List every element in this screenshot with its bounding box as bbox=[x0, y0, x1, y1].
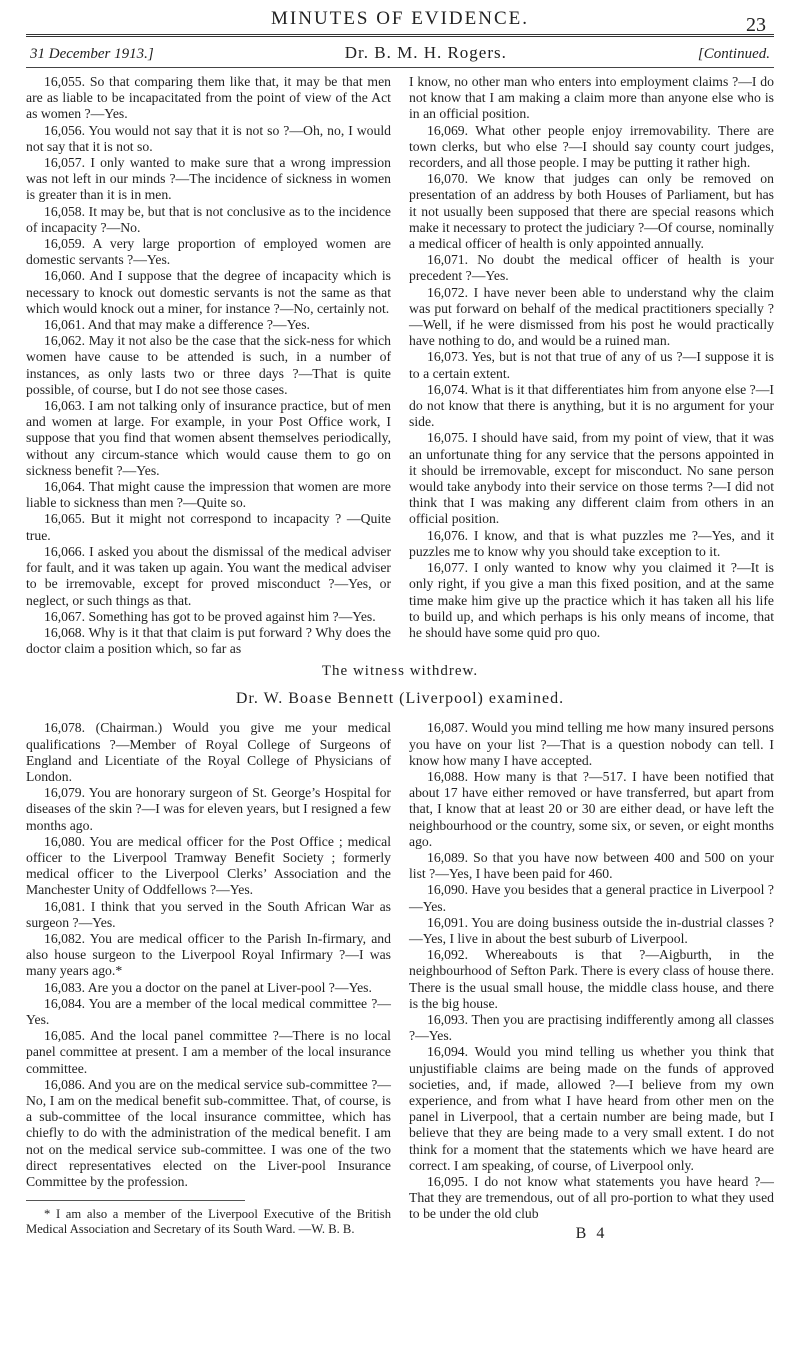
paragraph: 16,061. And that may make a difference ?—Yes. bbox=[44, 317, 310, 333]
paragraph: 16,078. (Chairman.) Would you give me your medical qualifications ?—Member of Royal College of Surgeons of England and Licentiate of the Royal College of Physicians of London. bbox=[26, 720, 391, 784]
witness-withdrew: The witness withdrew. bbox=[321, 663, 479, 680]
page-header bbox=[26, 8, 774, 36]
paragraph: 16,094. Would you mind telling us whether you think that unjustifiable claims are being made on the funds of approved societies, and, if made, allowed ?—I believe from my own experience, and from what I have heard from other men on the panel in Liverpool, that a certain number are being made, but I believe that they are being made to a very small extent. I do not think for a moment that the statements which we have heard are correct. I am speaking, of course, of Liverpool only. bbox=[409, 1044, 774, 1173]
paragraph: 16,063. I am not talking only of insurance practice, but of men and women at large. For example, in your Post Office work, I suppose that you find that women absent themselves periodically, without any circum-stance which would cause them to go on sickness benefit ?—Yes. bbox=[26, 398, 391, 478]
hearing-date: 31 December 1913.] bbox=[30, 46, 154, 62]
paragraph: 16,056. You would not say that it is not so ?—Oh, no, I would not say that it is not so. bbox=[26, 122, 391, 154]
paragraph: 16,077. I only wanted to know why you claimed it ?—It is only right, if you give a man this fixed position, and at the same time make him give up the practice which it has taken all his life to build up, and which perhaps is his only means of income, that he should have some quid pro quo. bbox=[409, 560, 774, 640]
subheader-rule bbox=[26, 67, 774, 68]
paragraph: 16,075. I should have said, from my point of view, that it was an unfortunate thing for any service that the persons appointed in it should be irremovable, except for misconduct. No sane person would take anybody into their service on those terms ?—I did not think that I was making any different claim from others in an official position. bbox=[409, 430, 774, 527]
paragraph: 16,079. You are honorary surgeon of St. George’s Hospital for diseases of the skin ?—I was for eleven years, but I resigned a few months ago. bbox=[26, 785, 391, 833]
paragraph: 16,092. Whereabouts is that ?—Aigburth, in the neighbourhood of Sefton Park. There is every class of house there. There is the usual small house, the middle class house, and there is the big house. bbox=[409, 947, 774, 1011]
paragraph: 16,055. So that comparing them like that, it may be that men are as liable to be incapacitated from the point of view of the Act as women ?—Yes. bbox=[26, 74, 391, 122]
top-right-column bbox=[409, 74, 774, 657]
paragraph: 16,082. You are medical officer to the Parish In-firmary, and also house surgeon to the Liverpool Royal Infirmary ?—I was many years ago.* bbox=[26, 930, 391, 979]
subheader bbox=[26, 43, 774, 67]
paragraph: 16,093. Then you are practising indifferently among all classes ?—Yes. bbox=[409, 1011, 774, 1044]
paragraph: 16,076. I know, and that is what puzzles me ?—Yes, and it puzzles me to know why you should take exception to it. bbox=[409, 527, 774, 559]
bottom-right-column bbox=[409, 720, 774, 1242]
top-columns bbox=[26, 74, 774, 657]
footnote-rule bbox=[26, 1200, 245, 1201]
page-number: 23 bbox=[746, 14, 766, 36]
paragraph: 16,064. That might cause the impression that women are more liable to sickness than men ?—Quite so. bbox=[26, 479, 391, 511]
paragraph: I know, no other man who enters into employment claims ?—I do not know that I am making a claim more than anyone else who is in an official position. bbox=[409, 74, 774, 122]
paragraph: 16,071. No doubt the medical officer of health is your precedent ?—Yes. bbox=[409, 252, 774, 284]
paragraph: 16,057. I only wanted to make sure that a wrong impression was not left in our minds ?—The incidence of sickness in women is greater than it is in men. bbox=[26, 155, 391, 203]
paragraph: 16,072. I have never been able to understand why the claim was put forward on behalf of the medical practitioners specially ?—Well, if he were dismissed from his post he would practically have nothing to do, and would be a ruined man. bbox=[409, 284, 774, 349]
paragraph: 16,073. Yes, but is not that true of any of us ?—I suppose it is to a certain extent. bbox=[409, 349, 774, 381]
header-rule bbox=[26, 34, 774, 37]
footnote: * I am also a member of the Liverpool Executive of the British Medical Association and Secretary of its South Ward. —W. B. B. bbox=[26, 1207, 391, 1237]
paragraph: 16,068. Why is it that that claim is put forward ? Why does the doctor claim a position which, so far as bbox=[26, 624, 391, 657]
paragraph: 16,083. Are you a doctor on the panel at Liver-pool ?—Yes. bbox=[44, 979, 372, 995]
paragraph: 16,081. I think that you served in the South African War as surgeon ?—Yes. bbox=[26, 898, 391, 930]
paragraph: 16,086. And you are on the medical service sub-committee ?—No, I am on the medical benefit sub-committee. That, of course, is a sub-committee of the local insurance committee, which has chiefly to do with the administration of the medical benefit. I am not on the medical service sub-committee. I was one of the two direct representatives elected on the Liver-pool Insurance Committee by the profession. bbox=[26, 1076, 391, 1189]
witness-name: Dr. B. M. H. Rogers. bbox=[344, 43, 507, 62]
paragraph: 16,069. What other people enjoy irremovability. There are town clerks, but who else ?—I should say county court judges, recorders, and all those people. I may be putting it rather high. bbox=[409, 122, 774, 171]
paragraph: 16,089. So that you have now between 400 and 500 on your list ?—Yes, I have been paid for 460. bbox=[409, 849, 774, 882]
paragraph: 16,060. And I suppose that the degree of incapacity which is necessary to knock out domestic servants is not the same as that which would knock out a miner, for instance ?—No, certainly not. bbox=[26, 268, 391, 316]
paragraph: 16,062. May it not also be the case that the sick-ness for which women have cause to be attended is such, in a number of instances, as only lasts two or three days ?—That is quite possible, of course, but I do not see those cases. bbox=[26, 333, 391, 397]
paragraph: 16,059. A very large proportion of employed women are domestic servants ?—Yes. bbox=[26, 236, 391, 268]
paragraph: 16,090. Have you besides that a general practice in Liverpool ?—Yes. bbox=[409, 882, 774, 914]
paragraph: 16,067. Something has got to be proved against him ?—Yes. bbox=[44, 608, 376, 624]
bottom-columns bbox=[26, 720, 774, 1242]
section-title: Dr. W. Boase Bennett (Liverpool) examined. bbox=[235, 690, 565, 708]
paragraph: 16,074. What is it that differentiates him from anyone else ?—I do not know that there is anything, but it is no argument for your side. bbox=[409, 381, 774, 430]
paragraph: 16,070. We know that judges can only be removed on presentation of an address by both Houses of Parliament, but has it not usually been supposed that there are special reasons which make it necessary to protect the judiciary ?—Of course, nominally a medical officer of health is only appointed annually. bbox=[409, 171, 774, 252]
paragraph: 16,080. You are medical officer for the Post Office ; medical officer to the Liverpool Tramway Benefit Society ; formerly medical officer to the Liverpool Clerks’ Association and the Manchester Unity of Oddfellows ?—Yes. bbox=[26, 833, 391, 898]
paragraph: 16,088. How many is that ?—517. I have been notified that about 17 have either removed or have transferred, but apart from that, I know that at least 20 or 30 are either dead, or have left the neighbourhood or the country, some six, or seven, or eight months ago. bbox=[409, 768, 774, 849]
paragraph: 16,065. But it might not correspond to incapacity ? —Quite true. bbox=[26, 511, 391, 543]
paragraph: 16,084. You are a member of the local medical committee ?—Yes. bbox=[26, 995, 391, 1027]
bottom-left-column bbox=[26, 720, 391, 1242]
paragraph: 16,085. And the local panel committee ?—There is no local panel committee at present. I am a member of the local insurance committee. bbox=[26, 1028, 391, 1076]
paragraph: 16,058. It may be, but that is not conclusive as to the incidence of incapacity ?—No. bbox=[26, 203, 391, 235]
top-left-column bbox=[26, 74, 391, 657]
paragraph: 16,095. I do not know what statements you have heard ?—That they are tremendous, out of all pro-portion to what they used to be under the old club bbox=[409, 1174, 774, 1222]
paragraph: 16,066. I asked you about the dismissal of the medical adviser for fault, and it was taken up again. You want the medical adviser to be irremovable, except for proved misconduct ?—Yes, or neglect, or such things as that. bbox=[26, 543, 391, 608]
paragraph: 16,087. Would you mind telling me how many insured persons you have on your list ?—That is a question nobody can tell. I know how many I have accepted. bbox=[409, 720, 774, 768]
signature-mark: B 4 bbox=[575, 1224, 608, 1242]
paragraph: 16,091. You are doing business outside the in-dustrial classes ?—Yes, I live in about the best suburb of Liverpool. bbox=[409, 914, 774, 946]
running-title: MINUTES OF EVIDENCE. bbox=[271, 8, 529, 29]
continued-label: [Continued. bbox=[697, 46, 770, 62]
